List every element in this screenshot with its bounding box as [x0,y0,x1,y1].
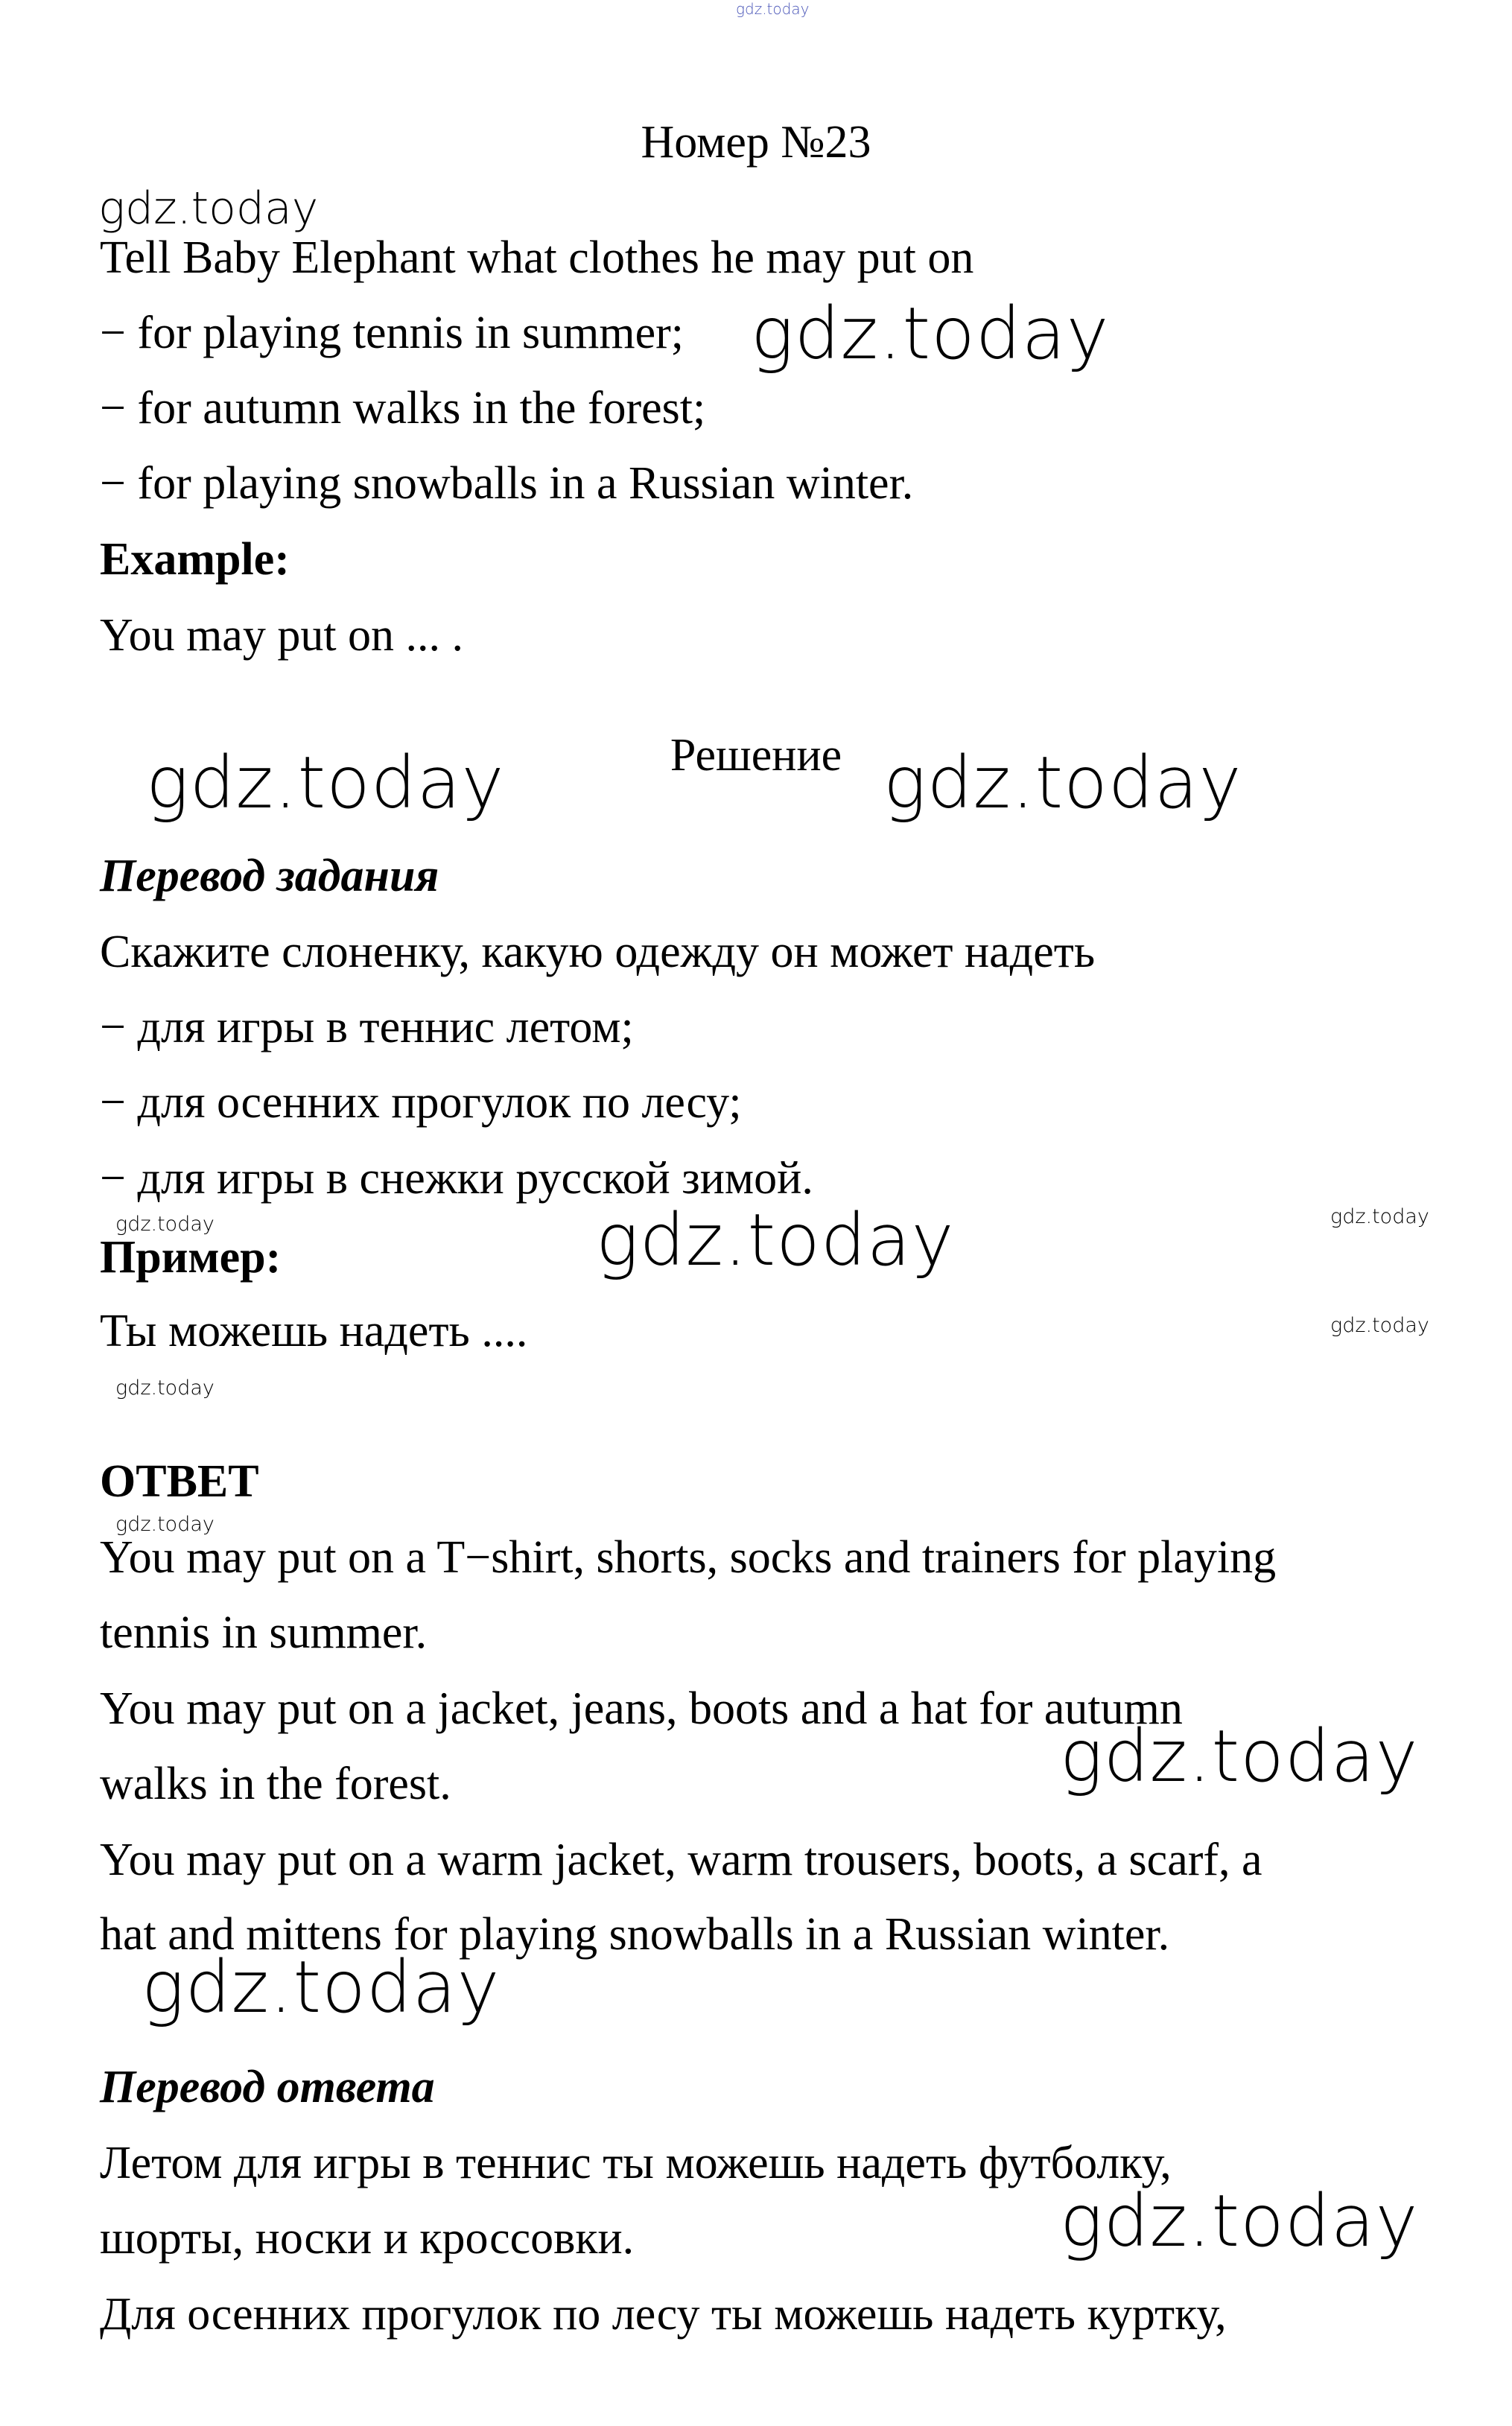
watermark: gdz.today [736,0,810,18]
task-item: − for autumn walks in the forest; [100,383,706,434]
translation-task-intro: Скажите слоненку, какую одежду он может надеть [100,927,1096,977]
translation-task-item: − для осенних прогулок по лесу; [100,1077,742,1128]
translation-example-text: Ты можешь надеть .... [100,1306,528,1356]
translation-answer-heading: Перевод ответа [100,2062,435,2112]
answer-line: walks in the forest. [100,1759,451,1809]
watermark: gdz.today [115,1376,215,1400]
example-text: You may put on ... . [100,610,464,661]
watermark: gdz.today [596,1198,955,1282]
watermark: gdz.today [883,741,1242,825]
answer-line: tennis in summer. [100,1607,428,1658]
translation-example-label: Пример: [100,1232,282,1283]
translation-task-item: − для игры в снежки русской зимой. [100,1153,813,1204]
solution-label: Решение [670,730,842,781]
example-label: Example: [100,534,290,585]
translation-answer-line: шорты, носки и кроссовки. [100,2213,635,2264]
answer-line: hat and mittens for playing snowballs in a Russian winter. [100,1909,1170,1960]
watermark: gdz.today [146,741,505,825]
watermark: gdz.today [98,182,319,235]
translation-task-heading: Перевод задания [100,851,439,901]
watermark: gdz.today [115,1513,215,1536]
answer-line: You may put on a T−shirt, shorts, socks and trainers for playing [100,1532,1277,1583]
answer-line: You may put on a warm jacket, warm trousers, boots, a scarf, a [100,1835,1262,1885]
watermark: gdz.today [1060,2179,1419,2263]
watermark: gdz.today [751,292,1110,375]
watermark: gdz.today [142,1946,501,2029]
translation-task-item: − для игры в теннис летом; [100,1002,634,1052]
watermark: gdz.today [1330,1205,1429,1228]
page-title: Номер №23 [641,117,871,168]
answer-heading: ОТВЕТ [100,1456,259,1507]
answer-line: You may put on a jacket, jeans, boots and a hat for autumn [100,1683,1183,1734]
task-item: − for playing snowballs in a Russian winter. [100,458,914,509]
task-intro: Tell Baby Elephant what clothes he may put on [100,232,974,283]
task-item: − for playing tennis in summer; [100,308,684,358]
translation-answer-line: Летом для игры в теннис ты можешь надеть футболку, [100,2138,1172,2188]
watermark: gdz.today [115,1213,215,1236]
watermark: gdz.today [1330,1314,1429,1337]
watermark: gdz.today [1060,1715,1419,1798]
translation-answer-line: Для осенних прогулок по лесу ты можешь надеть куртку, [100,2289,1227,2340]
